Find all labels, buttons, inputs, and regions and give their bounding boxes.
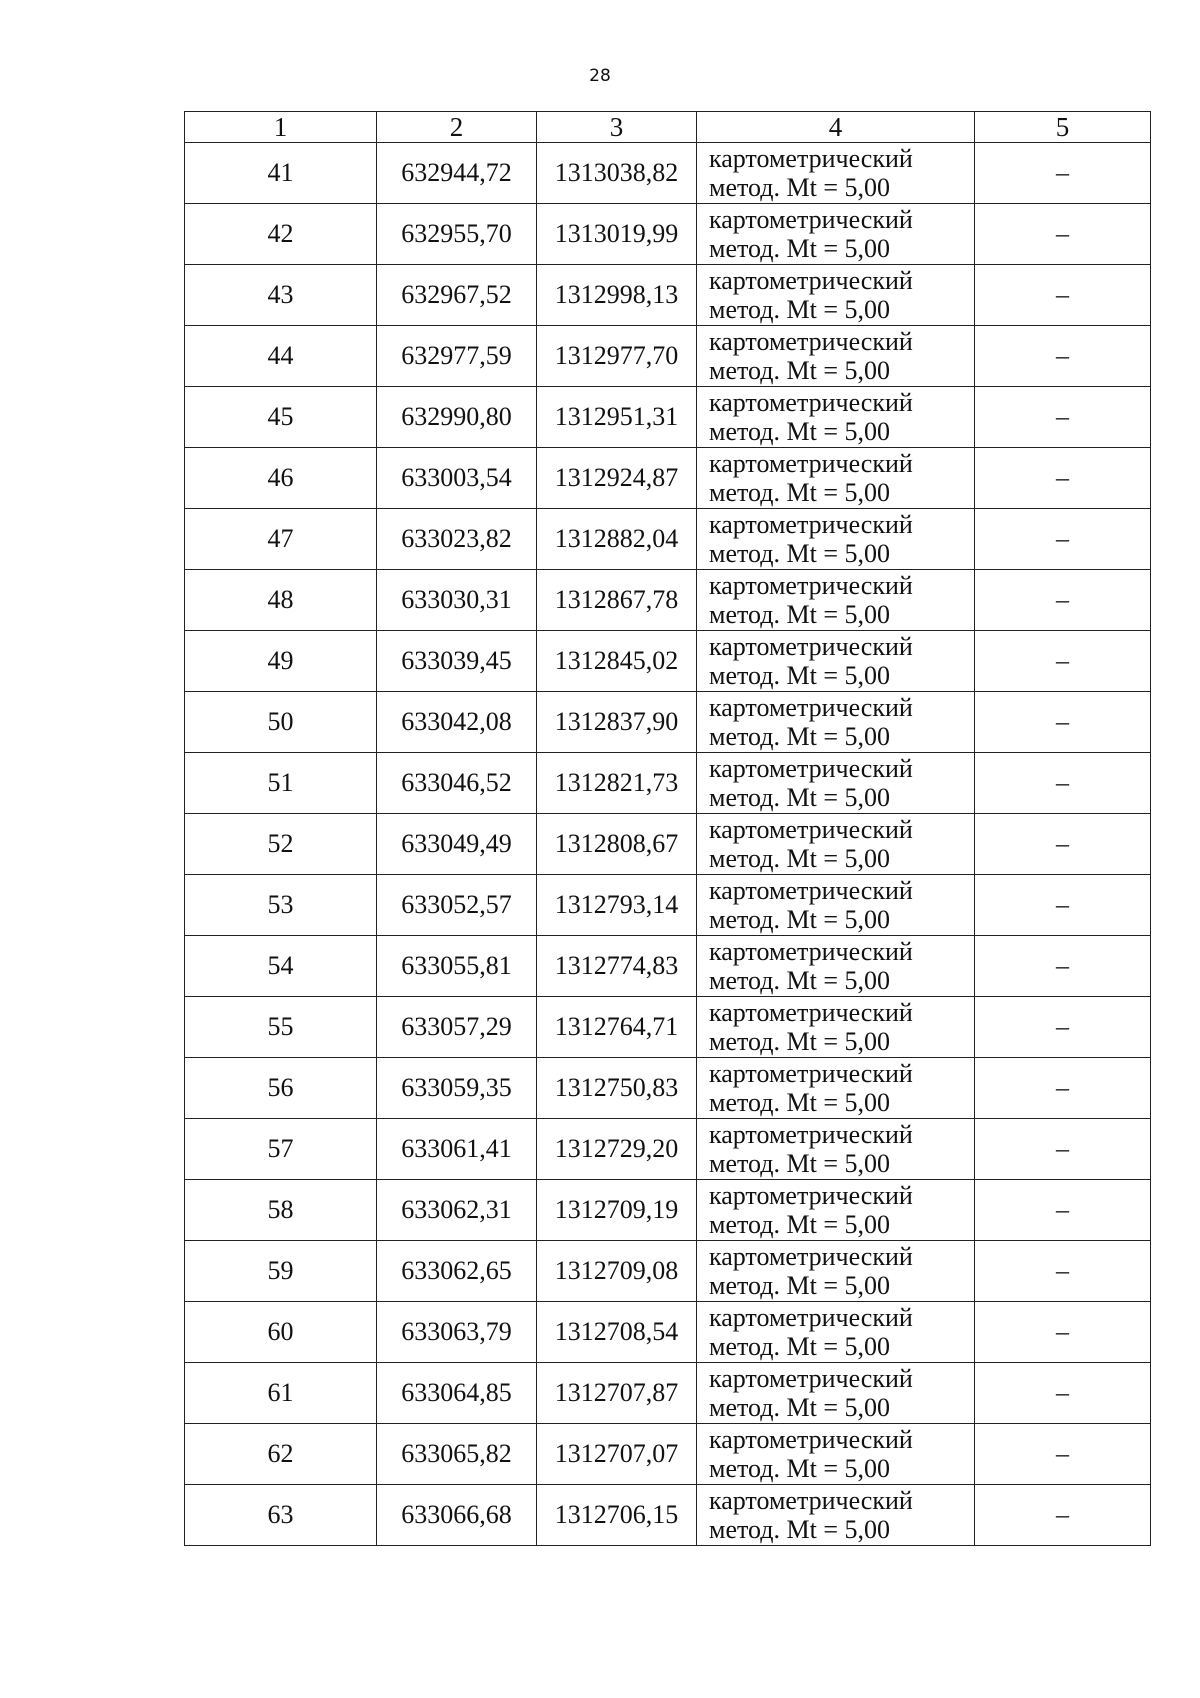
column5-cell: – xyxy=(975,1363,1151,1424)
column-header-3: 3 xyxy=(537,112,697,143)
method-cell xyxy=(697,204,975,265)
x-coordinate-cell: 633059,35 xyxy=(377,1058,537,1119)
column5-cell: – xyxy=(975,570,1151,631)
y-coordinate-cell: 1312821,73 xyxy=(537,753,697,814)
y-coordinate-cell: 1312924,87 xyxy=(537,448,697,509)
method-line-2: метод. Mt = 5,00 xyxy=(709,356,890,385)
y-coordinate-cell: 1312977,70 xyxy=(537,326,697,387)
table-row xyxy=(185,204,1151,265)
method-line-2: метод. Mt = 5,00 xyxy=(709,234,890,263)
method-cell xyxy=(697,143,975,204)
column5-cell: – xyxy=(975,1058,1151,1119)
column5-cell: – xyxy=(975,1119,1151,1180)
method-cell xyxy=(697,448,975,509)
x-coordinate-cell: 633003,54 xyxy=(377,448,537,509)
point-number-cell: 58 xyxy=(185,1180,377,1241)
y-coordinate-cell: 1312998,13 xyxy=(537,265,697,326)
x-coordinate-cell: 633023,82 xyxy=(377,509,537,570)
point-number-cell: 51 xyxy=(185,753,377,814)
method-line-1: картометрический xyxy=(709,1303,913,1332)
column-header-5: 5 xyxy=(975,112,1151,143)
y-coordinate-cell: 1312764,71 xyxy=(537,997,697,1058)
method-cell xyxy=(697,265,975,326)
table-row xyxy=(185,631,1151,692)
table-row xyxy=(185,448,1151,509)
method-line-1: картометрический xyxy=(709,449,913,478)
point-number-cell: 62 xyxy=(185,1424,377,1485)
method-line-1: картометрический xyxy=(709,1486,913,1515)
point-number-cell: 50 xyxy=(185,692,377,753)
column5-cell: – xyxy=(975,1180,1151,1241)
y-coordinate-cell: 1312951,31 xyxy=(537,387,697,448)
column5-cell: – xyxy=(975,1485,1151,1546)
column-header-4: 4 xyxy=(697,112,975,143)
y-coordinate-cell: 1312882,04 xyxy=(537,509,697,570)
method-cell xyxy=(697,753,975,814)
table-row xyxy=(185,1241,1151,1302)
point-number-cell: 60 xyxy=(185,1302,377,1363)
column5-cell: – xyxy=(975,387,1151,448)
column5-cell: – xyxy=(975,875,1151,936)
method-cell xyxy=(697,814,975,875)
table-row xyxy=(185,570,1151,631)
point-number-cell: 47 xyxy=(185,509,377,570)
x-coordinate-cell: 633057,29 xyxy=(377,997,537,1058)
table-row xyxy=(185,936,1151,997)
y-coordinate-cell: 1312793,14 xyxy=(537,875,697,936)
method-line-2: метод. Mt = 5,00 xyxy=(709,1393,890,1422)
method-line-2: метод. Mt = 5,00 xyxy=(709,417,890,446)
column5-cell: – xyxy=(975,753,1151,814)
column5-cell: – xyxy=(975,143,1151,204)
x-coordinate-cell: 633066,68 xyxy=(377,1485,537,1546)
x-coordinate-cell: 633042,08 xyxy=(377,692,537,753)
x-coordinate-cell: 632967,52 xyxy=(377,265,537,326)
column5-cell: – xyxy=(975,326,1151,387)
table-row xyxy=(185,1058,1151,1119)
method-line-2: метод. Mt = 5,00 xyxy=(709,1027,890,1056)
table-row xyxy=(185,1424,1151,1485)
column5-cell: – xyxy=(975,1424,1151,1485)
table-row xyxy=(185,1302,1151,1363)
method-line-1: картометрический xyxy=(709,632,913,661)
method-cell xyxy=(697,326,975,387)
point-number-cell: 55 xyxy=(185,997,377,1058)
method-line-2: метод. Mt = 5,00 xyxy=(709,783,890,812)
point-number-cell: 61 xyxy=(185,1363,377,1424)
method-cell xyxy=(697,875,975,936)
method-line-2: метод. Mt = 5,00 xyxy=(709,1515,890,1544)
method-cell xyxy=(697,631,975,692)
point-number-cell: 57 xyxy=(185,1119,377,1180)
column-header-2: 2 xyxy=(377,112,537,143)
method-line-2: метод. Mt = 5,00 xyxy=(709,722,890,751)
method-line-2: метод. Mt = 5,00 xyxy=(709,539,890,568)
table-row xyxy=(185,265,1151,326)
column5-cell: – xyxy=(975,1241,1151,1302)
y-coordinate-cell: 1313038,82 xyxy=(537,143,697,204)
method-line-1: картометрический xyxy=(709,327,913,356)
method-line-1: картометрический xyxy=(709,266,913,295)
y-coordinate-cell: 1313019,99 xyxy=(537,204,697,265)
method-cell xyxy=(697,692,975,753)
method-line-1: картометрический xyxy=(709,693,913,722)
x-coordinate-cell: 633062,65 xyxy=(377,1241,537,1302)
method-line-1: картометрический xyxy=(709,1059,913,1088)
y-coordinate-cell: 1312774,83 xyxy=(537,936,697,997)
method-cell xyxy=(697,509,975,570)
method-cell xyxy=(697,1302,975,1363)
method-line-2: метод. Mt = 5,00 xyxy=(709,1149,890,1178)
table-row xyxy=(185,143,1151,204)
table-row xyxy=(185,753,1151,814)
table-row xyxy=(185,1119,1151,1180)
method-line-2: метод. Mt = 5,00 xyxy=(709,844,890,873)
method-line-2: метод. Mt = 5,00 xyxy=(709,295,890,324)
y-coordinate-cell: 1312837,90 xyxy=(537,692,697,753)
method-line-2: метод. Mt = 5,00 xyxy=(709,966,890,995)
x-coordinate-cell: 633039,45 xyxy=(377,631,537,692)
page-number: 28 xyxy=(589,66,611,86)
method-cell xyxy=(697,1119,975,1180)
method-cell xyxy=(697,1424,975,1485)
column5-cell: – xyxy=(975,631,1151,692)
point-number-cell: 43 xyxy=(185,265,377,326)
method-line-2: метод. Mt = 5,00 xyxy=(709,1210,890,1239)
method-cell xyxy=(697,1241,975,1302)
table-row xyxy=(185,1363,1151,1424)
point-number-cell: 53 xyxy=(185,875,377,936)
method-line-2: метод. Mt = 5,00 xyxy=(709,661,890,690)
column5-cell: – xyxy=(975,1302,1151,1363)
x-coordinate-cell: 632990,80 xyxy=(377,387,537,448)
method-cell xyxy=(697,1180,975,1241)
column5-cell: – xyxy=(975,692,1151,753)
x-coordinate-cell: 633062,31 xyxy=(377,1180,537,1241)
method-line-1: картометрический xyxy=(709,1425,913,1454)
point-number-cell: 46 xyxy=(185,448,377,509)
y-coordinate-cell: 1312707,07 xyxy=(537,1424,697,1485)
method-cell xyxy=(697,570,975,631)
x-coordinate-cell: 633049,49 xyxy=(377,814,537,875)
x-coordinate-cell: 632955,70 xyxy=(377,204,537,265)
method-cell xyxy=(697,1363,975,1424)
y-coordinate-cell: 1312708,54 xyxy=(537,1302,697,1363)
table-body xyxy=(185,143,1151,1546)
column5-cell: – xyxy=(975,936,1151,997)
y-coordinate-cell: 1312750,83 xyxy=(537,1058,697,1119)
x-coordinate-cell: 633063,79 xyxy=(377,1302,537,1363)
column5-cell: – xyxy=(975,509,1151,570)
x-coordinate-cell: 633065,82 xyxy=(377,1424,537,1485)
table-row xyxy=(185,997,1151,1058)
point-number-cell: 54 xyxy=(185,936,377,997)
method-line-1: картометрический xyxy=(709,571,913,600)
method-line-2: метод. Mt = 5,00 xyxy=(709,1088,890,1117)
point-number-cell: 44 xyxy=(185,326,377,387)
x-coordinate-cell: 632944,72 xyxy=(377,143,537,204)
method-line-1: картометрический xyxy=(709,510,913,539)
method-line-1: картометрический xyxy=(709,388,913,417)
column5-cell: – xyxy=(975,204,1151,265)
method-line-1: картометрический xyxy=(709,1181,913,1210)
x-coordinate-cell: 633061,41 xyxy=(377,1119,537,1180)
table-row xyxy=(185,1180,1151,1241)
y-coordinate-cell: 1312729,20 xyxy=(537,1119,697,1180)
table-row xyxy=(185,692,1151,753)
method-line-2: метод. Mt = 5,00 xyxy=(709,905,890,934)
x-coordinate-cell: 633030,31 xyxy=(377,570,537,631)
method-line-2: метод. Mt = 5,00 xyxy=(709,478,890,507)
table-row xyxy=(185,326,1151,387)
coordinates-table xyxy=(184,111,1151,1546)
x-coordinate-cell: 633052,57 xyxy=(377,875,537,936)
point-number-cell: 45 xyxy=(185,387,377,448)
method-cell xyxy=(697,936,975,997)
method-line-1: картометрический xyxy=(709,937,913,966)
method-line-1: картометрический xyxy=(709,754,913,783)
method-line-1: картометрический xyxy=(709,876,913,905)
method-line-1: картометрический xyxy=(709,1364,913,1393)
x-coordinate-cell: 633046,52 xyxy=(377,753,537,814)
method-cell xyxy=(697,997,975,1058)
column5-cell: – xyxy=(975,997,1151,1058)
method-line-1: картометрический xyxy=(709,815,913,844)
method-line-2: метод. Mt = 5,00 xyxy=(709,1271,890,1300)
column5-cell: – xyxy=(975,448,1151,509)
point-number-cell: 42 xyxy=(185,204,377,265)
method-line-2: метод. Mt = 5,00 xyxy=(709,173,890,202)
column5-cell: – xyxy=(975,814,1151,875)
point-number-cell: 49 xyxy=(185,631,377,692)
y-coordinate-cell: 1312845,02 xyxy=(537,631,697,692)
method-line-2: метод. Mt = 5,00 xyxy=(709,1454,890,1483)
y-coordinate-cell: 1312808,67 xyxy=(537,814,697,875)
x-coordinate-cell: 633055,81 xyxy=(377,936,537,997)
point-number-cell: 56 xyxy=(185,1058,377,1119)
y-coordinate-cell: 1312709,19 xyxy=(537,1180,697,1241)
method-line-1: картометрический xyxy=(709,1242,913,1271)
y-coordinate-cell: 1312706,15 xyxy=(537,1485,697,1546)
method-cell xyxy=(697,1485,975,1546)
y-coordinate-cell: 1312867,78 xyxy=(537,570,697,631)
table-row xyxy=(185,1485,1151,1546)
column5-cell: – xyxy=(975,265,1151,326)
method-line-1: картометрический xyxy=(709,1120,913,1149)
point-number-cell: 41 xyxy=(185,143,377,204)
table-row xyxy=(185,387,1151,448)
table-header-row xyxy=(185,112,1151,143)
y-coordinate-cell: 1312709,08 xyxy=(537,1241,697,1302)
method-line-2: метод. Mt = 5,00 xyxy=(709,1332,890,1361)
point-number-cell: 59 xyxy=(185,1241,377,1302)
column-header-1: 1 xyxy=(185,112,377,143)
method-line-1: картометрический xyxy=(709,998,913,1027)
x-coordinate-cell: 633064,85 xyxy=(377,1363,537,1424)
method-line-1: картометрический xyxy=(709,144,913,173)
table-row xyxy=(185,875,1151,936)
table-row xyxy=(185,814,1151,875)
method-line-2: метод. Mt = 5,00 xyxy=(709,600,890,629)
point-number-cell: 63 xyxy=(185,1485,377,1546)
table-row xyxy=(185,509,1151,570)
point-number-cell: 48 xyxy=(185,570,377,631)
y-coordinate-cell: 1312707,87 xyxy=(537,1363,697,1424)
method-line-1: картометрический xyxy=(709,205,913,234)
x-coordinate-cell: 632977,59 xyxy=(377,326,537,387)
point-number-cell: 52 xyxy=(185,814,377,875)
method-cell xyxy=(697,1058,975,1119)
method-cell xyxy=(697,387,975,448)
